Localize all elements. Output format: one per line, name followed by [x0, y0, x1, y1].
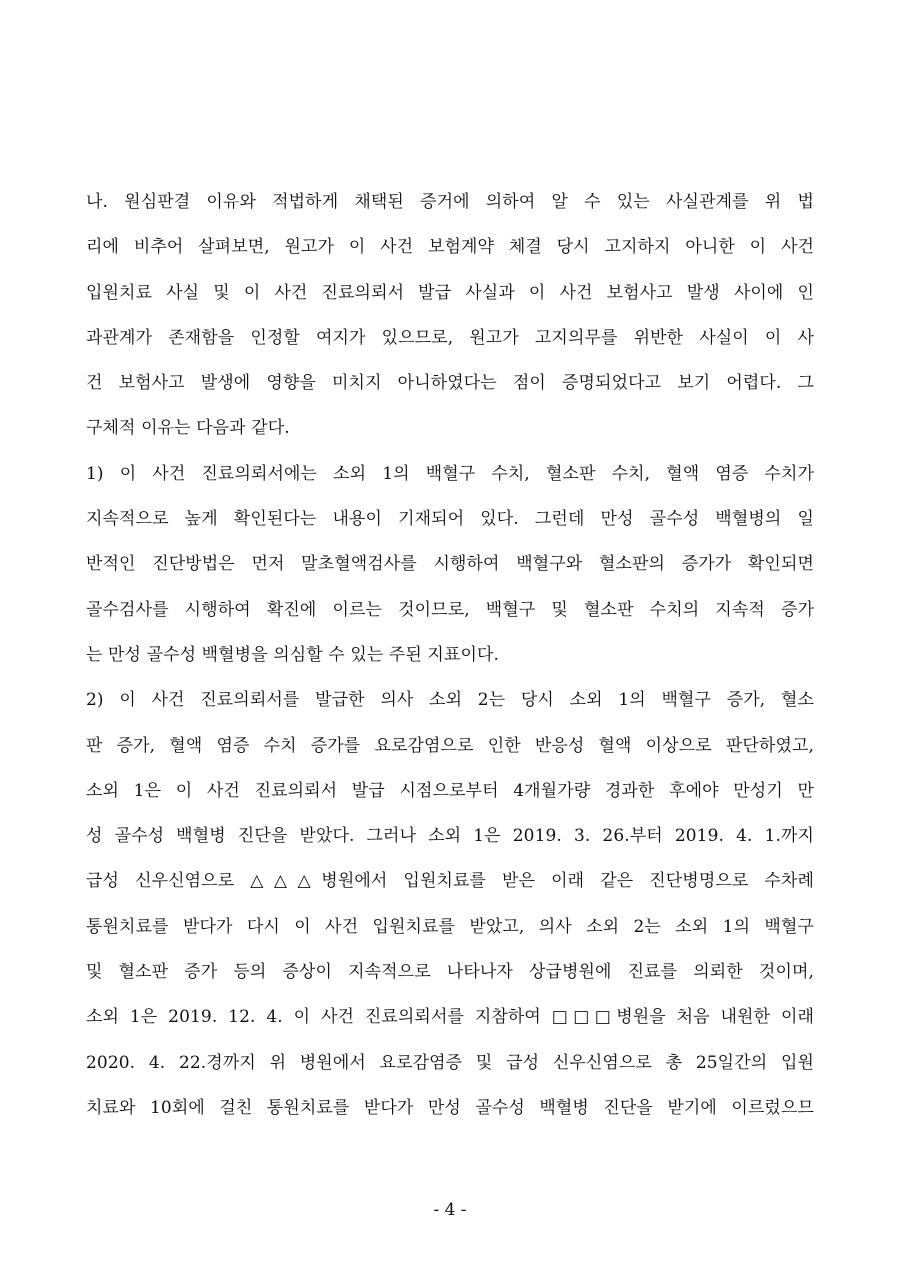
text-line: 과관계가 존재함을 인정할 여지가 있으므로, 원고가 고지의무를 위반한 사실이 이 사 [86, 327, 814, 348]
body-text [86, 180, 814, 1131]
text-line: 나. 원심판결 이유와 적법하게 채택된 증거에 의하여 알 수 있는 사실관계를 위 법 [86, 192, 814, 212]
text-line: 리에 비추어 살펴보면, 원고가 이 사건 보험계약 체결 당시 고지하지 아니한 이 사건 [86, 237, 814, 258]
text-line: 1) 이 사건 진료의뢰서에는 소외 1의 백혈구 수치, 혈소판 수치, 혈액 염증 수치가 [86, 463, 814, 484]
text-line: 치료와 10회에 걸친 통원치료를 받다가 만성 골수성 백혈병 진단을 받기에 이르렀으므 [86, 1097, 814, 1118]
text-line: 성 골수성 백혈병 진단을 받았다. 그러나 소외 1은 2019. 3. 26.부터 2019. 4. 1.까지 [86, 826, 814, 847]
page-number: - 4 - [433, 1200, 467, 1220]
text-line: 소외 1은 이 사건 진료의뢰서 발급 시점으로부터 4개월가량 경과한 후에야 만성기 만 [86, 780, 814, 801]
text-line: 건 보험사고 발생에 영향을 미치지 아니하였다는 점이 증명되었다고 보기 어렵다. 그 [86, 373, 814, 394]
text-line: 지속적으로 높게 확인된다는 내용이 기재되어 있다. 그런데 만성 골수성 백혈병의 일 [86, 509, 814, 530]
text-line: 판 증가, 혈액 염증 수치 증가를 요로감염으로 인한 반응성 혈액 이상으로 판단하였고, [86, 735, 814, 756]
text-line: 입원치료 사실 및 이 사건 진료의뢰서 발급 사실과 이 사건 보험사고 발생 사이에 인 [86, 282, 814, 303]
text-line: 급성 신우신염으로 △△△병원에서 입원치료를 받은 이래 같은 진단병명으로 수차례 [86, 871, 814, 892]
text-line: 통원치료를 받다가 다시 이 사건 입원치료를 받았고, 의사 소외 2는 소외 1의 백혈구 [86, 916, 814, 937]
text-line: 소외 1은 2019. 12. 4. 이 사건 진료의뢰서를 지참하여 □□□병원을 처음 내원한 이래 [86, 1007, 814, 1028]
text-line: 및 혈소판 증가 등의 증상이 지속적으로 나타나자 상급병원에 진료를 의뢰한 것이며, [86, 962, 814, 983]
text-line: 2020. 4. 22.경까지 위 병원에서 요로감염증 및 급성 신우신염으로 총 25일간의 입원 [86, 1052, 814, 1073]
text-line: 구체적 이유는 다음과 같다. [86, 418, 290, 439]
text-line: 2) 이 사건 진료의뢰서를 발급한 의사 소외 2는 당시 소외 1의 백혈구 증가, 혈소 [86, 690, 814, 711]
text-line: 는 만성 골수성 백혈병을 의심할 수 있는 주된 지표이다. [86, 644, 500, 665]
text-line: 골수검사를 시행하여 확진에 이르는 것이므로, 백혈구 및 혈소판 수치의 지속적 증가 [86, 599, 814, 620]
text-line: 반적인 진단방법은 먼저 말초혈액검사를 시행하여 백혈구와 혈소판의 증가가 확인되면 [86, 554, 814, 575]
